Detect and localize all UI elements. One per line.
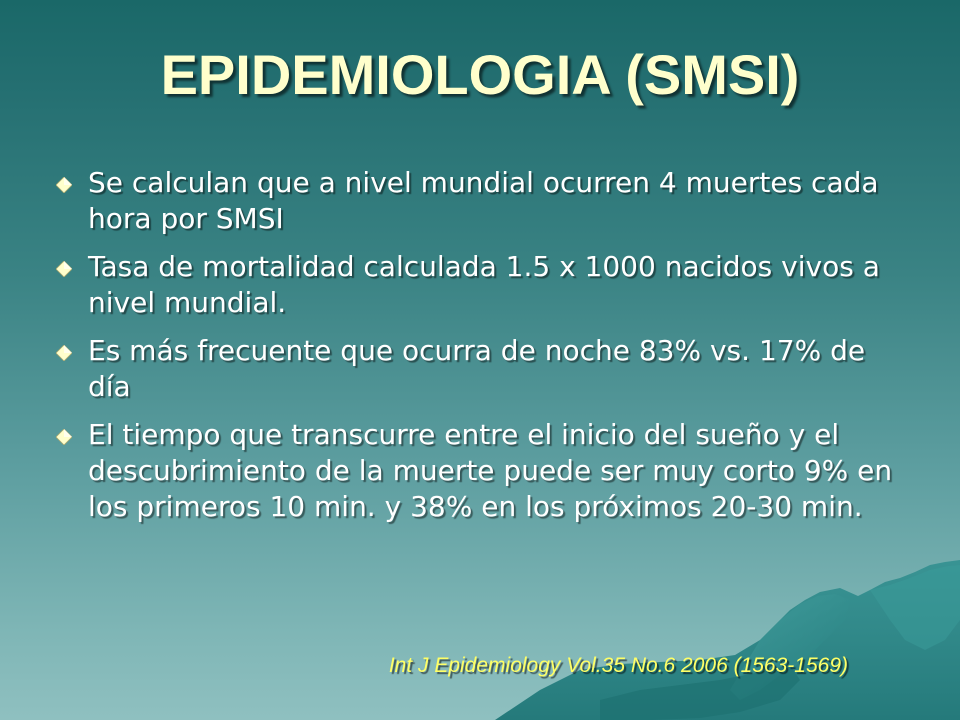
bullet-item [54,165,904,237]
bullet-item [54,333,904,405]
bullet-text: Se calculan que a nivel mundial ocurren 4 muertes cada hora por SMSI [88,166,879,235]
bullet-list [54,165,904,537]
bullet-text: Es más frecuente que ocurra de noche 83% vs. 17% de día [88,334,866,403]
diamond-bullet-icon [56,429,72,445]
bullet-item [54,417,904,525]
bullet-item [54,249,904,321]
bullet-text: El tiempo que transcurre entre el inicio del sueño y el descubrimiento de la muerte puede ser muy corto 9% en los primeros 10 min. y 38% en los próximos 20-30 min. [88,418,893,523]
diamond-bullet-icon [56,345,72,361]
diamond-bullet-icon [56,261,72,277]
citation: Int J Epidemiology Vol.35 No.6 2006 (1563-1569) [388,654,848,677]
slide-title: EPIDEMIOLOGIA (SMSI) [160,43,800,106]
bullet-text: Tasa de mortalidad calculada 1.5 x 1000 nacidos vivos a nivel mundial. [88,250,880,319]
diamond-bullet-icon [56,177,72,193]
